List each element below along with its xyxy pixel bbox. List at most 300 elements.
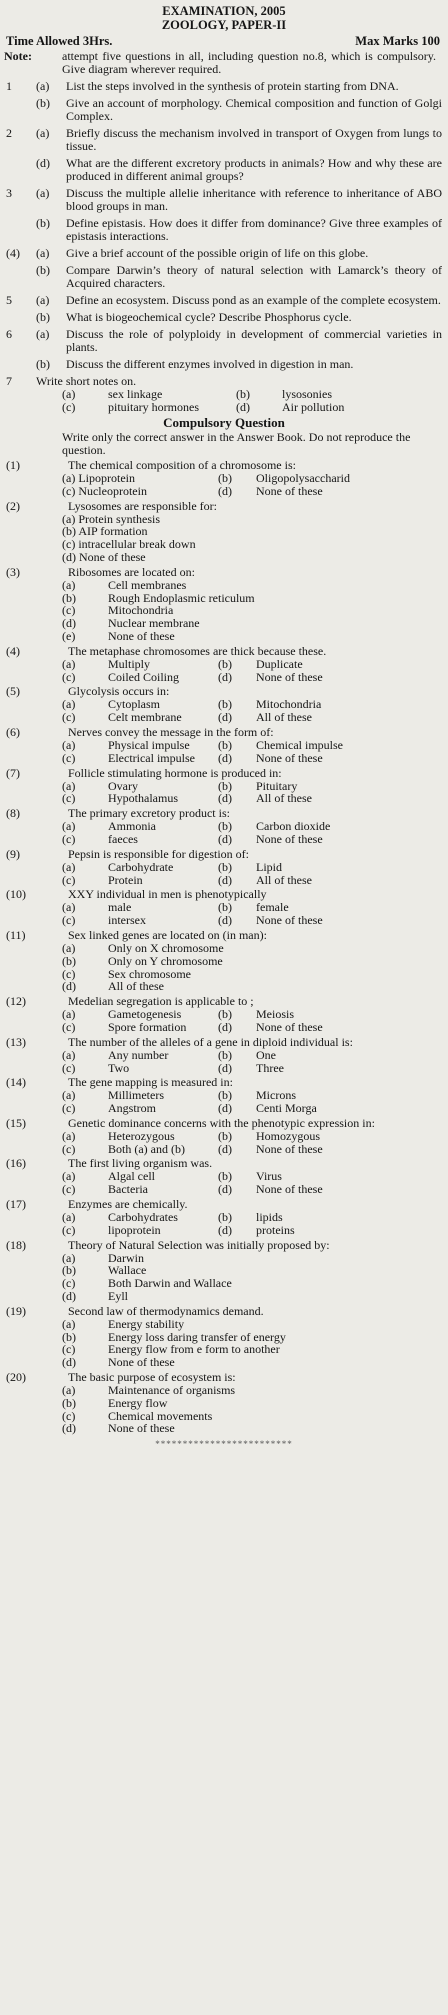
option-label: (a) — [62, 1088, 76, 1103]
option-label: (c) — [62, 966, 76, 981]
option-text: Celt membrane — [108, 710, 182, 725]
option-label: (a) — [62, 778, 76, 793]
mcq-option-row — [62, 833, 448, 846]
mcq-number: (8) — [6, 806, 20, 821]
option-text: Rough Endoplasmic reticulum — [108, 590, 255, 605]
question-block — [0, 328, 448, 371]
option-text: All of these — [108, 979, 164, 994]
part-label: (b) — [36, 216, 50, 230]
option-text: lipoprotein — [108, 1222, 161, 1237]
mcq-options — [0, 1008, 448, 1034]
option-text: Sex chromosome — [108, 966, 191, 981]
option-label: (c) — [62, 1222, 76, 1237]
option-label: (c) — [62, 603, 76, 618]
part-label: (b) — [36, 357, 50, 371]
mcq-option-row — [62, 1021, 448, 1034]
mcq-option-row — [62, 579, 448, 592]
option-text: lipids — [256, 1210, 283, 1225]
option-label: (d) — [62, 1289, 76, 1304]
option-label: (b) — [218, 1047, 232, 1062]
mcq-number: (19) — [6, 1303, 26, 1318]
option-text: None of these — [256, 669, 323, 684]
question-block — [0, 187, 448, 243]
note — [0, 49, 448, 76]
mcq-option-row — [62, 485, 448, 498]
mcq-item — [0, 1371, 448, 1435]
mcq-options — [0, 1089, 448, 1115]
option-text: sex linkage — [108, 387, 163, 401]
option-label: (a) — [62, 819, 76, 834]
option-text: Nuclear membrane — [108, 616, 200, 631]
option-label: (d) — [236, 400, 250, 414]
question-number: (4) — [6, 246, 20, 260]
compulsory-instruction: Write only the correct answer in the Answer Book. Do not reproduce the question. — [62, 430, 411, 457]
option-label: (a) — [62, 940, 76, 955]
option-label: (a) — [62, 577, 76, 592]
mcq-text: The first living organism was. — [68, 1156, 213, 1171]
mcq-options — [0, 1170, 448, 1196]
option-label: (d) — [218, 1141, 232, 1156]
option-text: All of these — [256, 791, 312, 806]
option-text: Energy flow — [108, 1395, 168, 1410]
option-text: None of these — [108, 1355, 175, 1370]
option-text: None of these — [108, 1421, 175, 1436]
question-number: 2 — [6, 126, 12, 140]
mcq-question — [0, 566, 448, 579]
mcq-text: Nerves convey the message in the form of: — [68, 724, 274, 739]
option-label: (d) — [62, 616, 76, 631]
mcq-option-row — [62, 1130, 448, 1143]
question-number: 5 — [6, 293, 12, 307]
option-text: Carbon dioxide — [256, 819, 331, 834]
mcq-number: (9) — [6, 846, 20, 861]
question-part — [0, 157, 448, 183]
option-label: (c) — [62, 1408, 76, 1423]
mcq-option-row — [62, 1422, 448, 1435]
short-notes — [0, 375, 448, 414]
option-text: Spore formation — [108, 1019, 187, 1034]
option-label: (a) — [62, 387, 76, 401]
mcq-text: The chemical composition of a chromosome is: — [68, 458, 296, 472]
mcq-options — [0, 901, 448, 927]
mcq-option-row — [62, 914, 448, 927]
option-label: (d) — [218, 669, 232, 684]
option-text: Heterozygous — [108, 1128, 175, 1143]
option-label: (c) — [62, 831, 76, 846]
question-part — [0, 187, 448, 213]
mcq-list — [0, 459, 448, 1435]
mcq-number: (20) — [6, 1370, 26, 1385]
part-label: (a) — [36, 126, 50, 140]
option-label: (d) — [62, 1355, 76, 1370]
mcq-item — [0, 1198, 448, 1237]
option-text: Darwin — [108, 1250, 144, 1265]
mcq-question — [0, 1239, 448, 1252]
mcq-option-row — [62, 1397, 448, 1410]
question-part — [0, 80, 448, 93]
short-notes-intro: Write short notes on. — [36, 374, 137, 388]
option-text: Duplicate — [256, 656, 303, 671]
mcq-option-row — [62, 955, 448, 968]
mcq-option-row — [62, 1102, 448, 1115]
option-text: Only on Y chromosome — [108, 953, 223, 968]
mcq-options — [0, 1211, 448, 1237]
part-label: (a) — [36, 186, 50, 200]
option-label: (b) — [218, 1007, 232, 1022]
question-part — [0, 328, 448, 354]
option-label: (d) — [218, 483, 232, 498]
option-label: (b) — [236, 387, 250, 401]
option-text: Maintenance of organisms — [108, 1383, 236, 1398]
mcq-question — [0, 767, 448, 780]
option-text: female — [256, 900, 289, 915]
part-text: Discuss the multiple allelie inheritance with reference to inheritance of ABO blood groups in man. — [66, 186, 442, 213]
option-label: (c) — [62, 750, 76, 765]
mcq-text: Medelian segregation is applicable to ; — [68, 994, 254, 1009]
option-text: None of these — [256, 1141, 323, 1156]
exam-meta — [0, 32, 448, 49]
option-text: Mitochondria — [256, 697, 322, 712]
mcq-number: (14) — [6, 1075, 26, 1090]
option-label: (c) — [62, 1141, 76, 1156]
part-label: (a) — [36, 327, 50, 341]
part-label: (a) — [36, 79, 50, 93]
part-label: (b) — [36, 96, 50, 110]
mcq-option-row — [62, 472, 448, 485]
question-part — [0, 294, 448, 307]
option-text: Mitochondria — [108, 603, 174, 618]
mcq-options — [0, 579, 448, 643]
option-text: Eyll — [108, 1289, 128, 1304]
option-label: (a) — [62, 1047, 76, 1062]
part-label: (b) — [36, 310, 50, 324]
question-number — [0, 217, 36, 243]
question-number — [0, 157, 36, 183]
mcq-number: (11) — [6, 927, 26, 942]
part-text: Define epistasis. How does it differ from dominance? Give three examples of epistasis interactions. — [66, 216, 442, 243]
option-label: (b) — [218, 900, 232, 915]
part-text: What is biogeochemical cycle? Describe Phosphorus cycle. — [66, 310, 352, 324]
option-text: Carbohydrates — [108, 1210, 178, 1225]
option-text: Chemical movements — [108, 1408, 213, 1423]
option-label: (d) — [218, 1019, 232, 1034]
option-label: (a) — [62, 1007, 76, 1022]
option-label: (c) — [62, 1276, 76, 1291]
part-text: Define an ecosystem. Discuss pond as an example of the complete ecosystem. — [66, 293, 441, 307]
mcq-text: Ribosomes are located on: — [68, 564, 195, 579]
mcq-item — [0, 1036, 448, 1075]
mcq-text: Genetic dominance concerns with the phenotypic expression in: — [68, 1115, 375, 1130]
option-text: Lipid — [256, 859, 282, 874]
mcq-number: (5) — [6, 684, 20, 699]
question-number: 1 — [6, 79, 12, 93]
option-label: (a) — [62, 1383, 76, 1398]
option-text: Energy loss daring transfer of energy — [108, 1329, 286, 1344]
mcq-item — [0, 566, 448, 643]
part-text: List the steps involved in the synthesis of protein starting from DNA. — [66, 79, 399, 93]
mcq-item — [0, 1157, 448, 1196]
option-label: (b) — [218, 471, 232, 485]
mcq-text: The primary excretory product is: — [68, 806, 230, 821]
mcq-text: The number of the alleles of a gene in diploid individual is: — [68, 1034, 353, 1049]
mcq-option-row — [62, 874, 448, 887]
option-text: Ammonia — [108, 819, 156, 834]
mcq-item — [0, 1305, 448, 1369]
option-text: male — [108, 900, 132, 915]
option-text: Pituitary — [256, 778, 298, 793]
option-label: (c) — [62, 872, 76, 887]
mcq-question — [0, 1305, 448, 1318]
mcq-question — [0, 1117, 448, 1130]
option-text: Meiosis — [256, 1007, 295, 1022]
option-text: (c) Nucleoprotein — [62, 483, 147, 498]
option-text: faeces — [108, 831, 138, 846]
option-text: Gametogenesis — [108, 1007, 182, 1022]
option-text: Any number — [108, 1047, 169, 1062]
mcq-option-row — [62, 671, 448, 684]
option-text: Two — [108, 1060, 130, 1075]
option-label: (a) — [62, 1169, 76, 1184]
long-questions — [0, 80, 448, 371]
question-part — [0, 358, 448, 371]
option-label: (b) — [218, 656, 232, 671]
mcq-item — [0, 1117, 448, 1156]
mcq-options — [0, 861, 448, 887]
short-notes-items — [0, 388, 448, 414]
option-text: (d) None of these — [62, 549, 146, 564]
mcq-number: (16) — [6, 1156, 26, 1171]
option-label: (d) — [218, 831, 232, 846]
part-text: Discuss the different enzymes involved in digestion in man. — [66, 357, 354, 371]
question-number — [0, 358, 36, 371]
mcq-options — [0, 739, 448, 765]
option-label: (b) — [62, 1395, 76, 1410]
mcq-item — [0, 995, 448, 1034]
option-text: Chemical impulse — [256, 737, 343, 752]
option-label: (d) — [218, 913, 232, 928]
option-text: None of these — [256, 913, 323, 928]
mcq-text: Pepsin is responsible for digestion of: — [68, 846, 249, 861]
mcq-item — [0, 807, 448, 846]
option-text: All of these — [256, 872, 312, 887]
note-text: attempt five questions in all, including question no.8, which is compulsory. Give diagram wherever required. — [62, 49, 436, 76]
mcq-options — [0, 1130, 448, 1156]
option-text: Cell membranes — [108, 577, 187, 592]
question-part — [0, 127, 448, 153]
mcq-option-row — [62, 1183, 448, 1196]
option-label: (a) — [62, 1128, 76, 1143]
mcq-options — [0, 1049, 448, 1075]
mcq-text: Second law of thermodynamics demand. — [68, 1303, 264, 1318]
mcq-options — [0, 1384, 448, 1435]
option-text: Millimeters — [108, 1088, 164, 1103]
question-number: 7 — [6, 374, 12, 388]
mcq-option-row — [62, 1384, 448, 1397]
part-label: (a) — [36, 293, 50, 307]
question-part — [0, 97, 448, 123]
mcq-option-row — [62, 942, 448, 955]
option-label: (b) — [218, 1169, 232, 1184]
option-label: (b) — [218, 697, 232, 712]
part-text: Give an account of morphology. Chemical composition and function of Golgi Complex. — [66, 96, 442, 123]
mcq-item — [0, 929, 448, 993]
option-text: proteins — [256, 1222, 295, 1237]
question-block — [0, 294, 448, 324]
option-text: All of these — [256, 710, 312, 725]
mcq-text: Sex linked genes are located on (in man): — [68, 927, 267, 942]
option-label: (c) — [62, 913, 76, 928]
mcq-number: (6) — [6, 724, 20, 739]
mcq-question — [0, 848, 448, 861]
part-text: Briefly discuss the mechanism involved in transport of Oxygen from lungs to tissue. — [66, 126, 442, 153]
part-text: What are the different excretory products in animals? How and why these are produced in different animal groups? — [66, 156, 442, 183]
option-label: (c) — [62, 791, 76, 806]
question-number — [0, 264, 36, 290]
mcq-number: (15) — [6, 1115, 26, 1130]
option-text: None of these — [256, 831, 323, 846]
mcq-option-row — [62, 980, 448, 993]
option-text: Wallace — [108, 1263, 147, 1278]
mcq-number: (7) — [6, 765, 20, 780]
option-label: (c) — [62, 1342, 76, 1357]
option-text: Angstrom — [108, 1101, 156, 1116]
option-label: (a) — [62, 697, 76, 712]
mcq-text: The basic purpose of ecosystem is: — [68, 1370, 236, 1385]
question-number — [0, 311, 36, 324]
mcq-question — [0, 726, 448, 739]
mcq-item — [0, 726, 448, 765]
mcq-option-row — [62, 1211, 448, 1224]
option-text: Electrical impulse — [108, 750, 195, 765]
compulsory-heading: Compulsory Question — [163, 415, 285, 430]
mcq-options — [0, 658, 448, 684]
part-label: (d) — [36, 156, 50, 170]
option-text: Microns — [256, 1088, 296, 1103]
question-number: 3 — [6, 186, 12, 200]
option-text: Air pollution — [282, 400, 345, 414]
option-label: (c) — [62, 1019, 76, 1034]
mcq-number: (4) — [6, 643, 20, 658]
option-label: (a) — [62, 900, 76, 915]
option-label: (b) — [218, 819, 232, 834]
option-text: (c) intracellular break down — [62, 537, 196, 552]
question-block — [0, 247, 448, 290]
option-text: None of these — [256, 750, 323, 765]
mcq-text: Lysosomes are responsible for: — [68, 498, 217, 513]
option-label: (d) — [218, 710, 232, 725]
mcq-text: Glycolysis occurs in: — [68, 684, 170, 699]
option-text: None of these — [256, 1019, 323, 1034]
option-text: Homozygous — [256, 1128, 320, 1143]
option-text: None of these — [108, 628, 175, 643]
mcq-question — [0, 929, 448, 942]
mcq-number: (10) — [6, 887, 26, 902]
option-label: (d) — [218, 1101, 232, 1116]
part-text: Compare Darwin’s theory of natural selection with Lamarck’s theory of Acquired characters. — [66, 263, 442, 290]
option-label: (a) — [62, 737, 76, 752]
mcq-options — [0, 780, 448, 806]
option-text: Oligopolysaccharid — [256, 471, 350, 485]
option-label: (b) — [218, 859, 232, 874]
option-label: (a) — [62, 1316, 76, 1331]
mcq-option-row — [62, 1143, 448, 1156]
question-number — [0, 97, 36, 123]
mcq-options — [0, 942, 448, 993]
mcq-options — [0, 472, 448, 498]
option-label: (d) — [218, 1222, 232, 1237]
footer-stars: ************************* — [155, 1439, 293, 1450]
time-allowed: Time Allowed 3Hrs. — [6, 34, 113, 48]
mcq-option-row — [62, 861, 448, 874]
max-marks: Max Marks 100 — [355, 34, 440, 48]
option-text: None of these — [256, 1182, 323, 1197]
option-label: (b) — [218, 1088, 232, 1103]
mcq-item — [0, 459, 448, 498]
option-label: (c) — [62, 1101, 76, 1116]
option-label: (e) — [62, 628, 76, 643]
mcq-option-row — [62, 752, 448, 765]
question-block — [0, 127, 448, 183]
option-label: (b) — [218, 1128, 232, 1143]
mcq-options — [0, 820, 448, 846]
question-part — [0, 311, 448, 324]
mcq-number: (3) — [6, 564, 20, 579]
option-label: (d) — [62, 979, 76, 994]
option-text: Ovary — [108, 778, 138, 793]
option-label: (b) — [62, 953, 76, 968]
option-label: (c) — [62, 669, 76, 684]
mcq-option-row — [62, 1318, 448, 1331]
mcq-option-row — [62, 1356, 448, 1369]
option-text: intersex — [108, 913, 146, 928]
option-text: Multiply — [108, 656, 151, 671]
mcq-option-row — [62, 630, 448, 643]
short-note-row — [62, 401, 448, 414]
mcq-options — [0, 1252, 448, 1303]
option-text: Only on X chromosome — [108, 940, 224, 955]
option-label: (b) — [62, 1329, 76, 1344]
option-label: (d) — [218, 1060, 232, 1075]
option-text: pituitary hormones — [108, 400, 199, 414]
option-label: (d) — [218, 791, 232, 806]
option-label: (d) — [218, 750, 232, 765]
option-text: lysosonies — [282, 387, 333, 401]
option-label: (d) — [62, 1421, 76, 1436]
option-text: Cytoplasm — [108, 697, 161, 712]
mcq-option-row — [62, 551, 448, 564]
option-label: (b) — [62, 590, 76, 605]
option-label: (b) — [218, 737, 232, 752]
mcq-option-row — [62, 658, 448, 671]
exam-subtitle: ZOOLOGY, PAPER-II — [161, 18, 287, 32]
question-number: 6 — [6, 327, 12, 341]
mcq-options — [0, 513, 448, 564]
mcq-number: (17) — [6, 1197, 26, 1212]
mcq-item — [0, 1239, 448, 1303]
option-label: (c) — [62, 400, 76, 414]
option-text: Energy flow from e form to another — [108, 1342, 280, 1357]
mcq-item — [0, 767, 448, 806]
mcq-question — [0, 645, 448, 658]
mcq-item — [0, 645, 448, 684]
mcq-item — [0, 1076, 448, 1115]
option-label: (a) — [62, 1250, 76, 1265]
option-text: (b) AIP formation — [62, 524, 148, 539]
question-block — [0, 80, 448, 123]
mcq-number: (13) — [6, 1034, 26, 1049]
option-text: One — [256, 1047, 276, 1062]
option-label: (d) — [218, 872, 232, 887]
